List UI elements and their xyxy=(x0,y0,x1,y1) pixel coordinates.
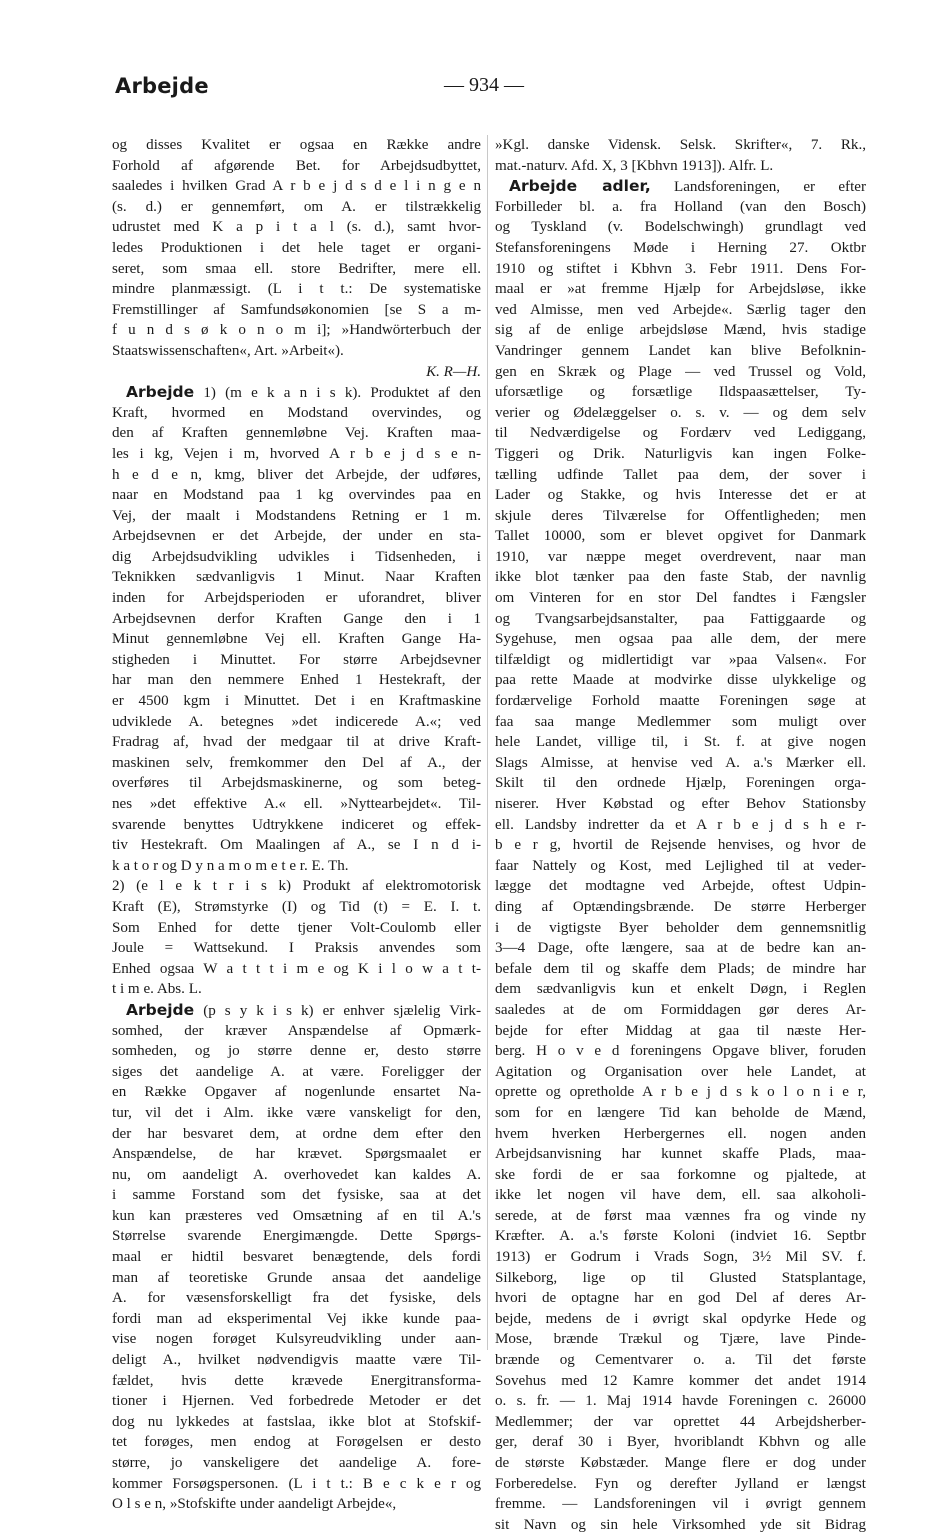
text-line: Slags Almisse, at henvise ved A. a.'s Mærker ell. xyxy=(495,754,866,771)
text-line: har man den nemmere Enhed 1 Hestekraft, der xyxy=(112,672,481,689)
text-line: og disses Kvalitet er ogsaa en Række andre xyxy=(112,137,481,153)
text-line: ikke let nogen vil have dem, ell. saa alkoholi- xyxy=(495,1187,866,1204)
text-line: ikke blot tænker paa den faste Stab, der navnlig xyxy=(495,569,866,586)
text-line: »Kgl. danske Vidensk. Selsk. Skrifter«, 7. Rk., xyxy=(495,137,866,153)
text-line: oprette og opretholde A r b e j d s k o l o n i e r, xyxy=(495,1084,866,1101)
text-line: (s. d.) er gennemført, om A. er tilstrækkelig xyxy=(112,198,481,215)
text-line: Kraft, hvormed en Modstand overvindes, og xyxy=(112,404,481,421)
text-line: Sovehus med 12 Kamre kommer det andet 1914 xyxy=(495,1372,866,1389)
text-line: ding af Optændingsbrænde. De større Herberger xyxy=(495,898,866,915)
text-line: serede, at de først maa vænnes fra og vinde ny xyxy=(495,1207,866,1224)
text-line: Silkeborg, lige op til Glusted Statsplantage, xyxy=(495,1269,866,1286)
text-line: maal er »at fremme Hjælp for Arbejdsløse, ikke xyxy=(495,281,866,298)
text-line: tælling udfinde Tallet paa dem, der sover i xyxy=(495,466,866,483)
text-line: Teknikken sædvanligvis 1 Minut. Naar Kraften xyxy=(112,569,481,586)
text-line: k a t o r og D y n a m o m e t e r. E. Th. xyxy=(112,857,349,874)
entry-headword: Arbejde adler, xyxy=(509,177,651,196)
text-line: bejde for efter Middag at gaa til næste Her- xyxy=(495,1022,866,1039)
running-head: Arbejde xyxy=(115,74,209,98)
text-line: større, jo vanskeligere det aandelige A. fore- xyxy=(112,1455,481,1471)
left-column xyxy=(112,135,481,1515)
text-line: berg. H o v e d foreningens Opgave bliver, foruden xyxy=(495,1043,866,1060)
text-line: paa rette Maade at modvirke disse ulykkelige og xyxy=(495,672,866,689)
text-line: og Tyskland (v. Bodelschwingh) grundlagt ved xyxy=(495,219,866,236)
text-line: Arbejde (p s y k i s k) er enhver sjælelig Virk- xyxy=(126,1000,481,1019)
text-line: en Række Opgaver af nogenlunde ensartet Na- xyxy=(112,1084,481,1101)
text-line: O l s e n, »Stofskifte under aandeligt Arbejde«, xyxy=(112,1496,397,1513)
text-line: dem sædvanligvis kun et enkelt Døgn, i Reglen xyxy=(495,981,866,998)
text-line: Skilt til den ordnede Hjælp, Foreningen orga- xyxy=(495,775,866,792)
text-line: svarende benyttes Udtrykkene indiceret og effek- xyxy=(112,816,481,833)
text-line: tilfældigt og midlertidigt var »paa Valsen«. For xyxy=(495,651,866,668)
text-line: 2) (e l e k t r i s k) Produkt af elektromotorisk xyxy=(112,878,481,895)
text-line: maal er hidtil besvaret benægtende, dels fordi xyxy=(112,1249,481,1266)
text-line: sig af de enlige arbejdsløse Mænd, hvis stadige xyxy=(495,322,866,339)
text-line: Som Enhed for dette tjener Volt-Coulomb eller xyxy=(112,919,481,936)
text-line: niserer. Hver Købstad og efter Behov Stationsby xyxy=(495,796,866,812)
text-line: fældet, hvis dette krævede Energitransforma- xyxy=(112,1372,481,1389)
text-line: siges det aandelige A. at være. Foreligger der xyxy=(112,1063,481,1080)
text-line: ved Almisse, men ved Arbejde«. Særlig tager den xyxy=(495,301,866,318)
text-line: Forhold af afgørende Bet. for Arbejdsudbyttet, xyxy=(112,157,481,174)
text-line: Arbejdsevnen er det Arbejde, der under en sta- xyxy=(112,528,481,545)
text-line: somhed, der kræver Anspændelse af Opmærk- xyxy=(112,1022,481,1039)
text-line: tiv Hestekraft. Om Maalingen af A., se I n d i- xyxy=(112,837,481,854)
entry-headword: Arbejde xyxy=(126,383,195,402)
text-line: der har besvaret dem, at ordne dem efter den xyxy=(112,1125,481,1142)
text-line: stigheden i Minuttet. For større Arbejdsevner xyxy=(112,651,481,668)
text-line: fremme. — Landsforeningen vil i øvrigt gennem xyxy=(495,1496,866,1513)
text-line: hele Landet, villige til, i St. f. at give nogen xyxy=(495,734,866,751)
text-line: bejde, medens de i øvrigt skal opdyrke Hede og xyxy=(495,1310,866,1327)
text-line: Mose, brænde Trækul og Tjære, lave Pinde- xyxy=(495,1331,866,1348)
page-header xyxy=(0,62,928,102)
text-line: udrustet med K a p i t a l (s. d.), samt hvor- xyxy=(112,219,481,236)
text-line: Anspændelse, de har krævet. Spørgsmaalet er xyxy=(112,1146,481,1163)
text-line: i samme Forstand som det fysiske, saa at det xyxy=(112,1187,481,1204)
text-line: Kraft (E), Strømstyrke (I) og Tid (t) = E. I. t. xyxy=(112,898,481,915)
text-line: Tallet 10000, som er blevet opgivet for Danmark xyxy=(495,528,866,545)
text-line: Joule = Wattsekund. I Praksis anvendes som xyxy=(112,940,481,957)
text-line: K. R—H. xyxy=(426,363,481,380)
text-line: faar Nattely og Kost, med Lejlighed til at veder- xyxy=(495,857,866,874)
text-line: 1913) er Godrum i Vrads Sogn, 3½ Mil SV. f. xyxy=(495,1249,866,1266)
text-line: gen en Skræk og Plage — ved Trussel og Vold, xyxy=(495,363,866,380)
text-line: Fradrag af, hvad der medgaar til at drive Kraft- xyxy=(112,734,481,751)
text-line: inden for Arbejdsperioden er uforandret, bliver xyxy=(112,590,481,607)
text-line: Stefansforeningens Møde i Herning 27. Oktbr xyxy=(495,239,866,256)
text-line: Arbejdsanvisning har kunnet skaffe Plads, maa- xyxy=(495,1146,866,1163)
text-line: Arbejde adler, Landsforeningen, er efter xyxy=(509,177,866,196)
text-line: kun kan præsteres ved Omsætning af en til A.'s xyxy=(112,1207,481,1224)
text-line: Tiggeri og Drik. Naturligvis kan ingen Folke- xyxy=(495,445,866,462)
text-line: fordærvelige Forhold maatte Foreningen søge at xyxy=(495,693,866,710)
text-line: nes »det effektive A.« ell. »Nyttearbejdet«. Til- xyxy=(112,796,481,812)
text-line: nu, om aandeligt A. overhovedet kan kaldes A. xyxy=(112,1166,481,1183)
text-line: vise nogen forøget Kulsyreudvikling under aan- xyxy=(112,1331,481,1348)
text-line: f u n d s ø k o n o m i]; »Handwörterbuch der xyxy=(112,322,481,339)
text-line: A. for væsensforskelligt fra det fysiske, dels xyxy=(112,1290,481,1307)
text-line: hvem hverken Herbergernes ell. nogen anden xyxy=(495,1125,866,1142)
text-line: og Tvangsarbejdsanstalter, paa Fattiggaarde og xyxy=(495,610,866,627)
text-line: brænde og Cementvarer o. a. Til det første xyxy=(495,1352,866,1369)
right-column xyxy=(495,135,866,1535)
text-line: dig Arbejdsudvikling udvikles i Tidsenheden, i xyxy=(112,548,481,565)
text-line: Medlemmer; der var oprettet 44 Arbejdsherber- xyxy=(495,1413,866,1430)
text-line: som for en længere Tid kan beholde de Mænd, xyxy=(495,1104,866,1121)
text-line: lægge det modtagne ved Arbejde, oftest Udpin- xyxy=(495,878,866,895)
text-line: mat.-naturv. Afd. X, 3 [Kbhvn 1913]). Alfr. L. xyxy=(495,157,774,174)
text-line: til Nedværdigelse og Fordærv ved Lediggang, xyxy=(495,425,866,442)
text-line: Minut gennemløbne Vej ell. Kraften Gange Ha- xyxy=(112,631,481,648)
text-line: seret, som smaa ell. store Bedrifter, mere ell. xyxy=(112,260,481,277)
text-line: Størrelse svarende Energimængde. Dette Spørgs- xyxy=(112,1228,481,1245)
text-line: de største Købstæder. Mange flere er dog under xyxy=(495,1455,866,1471)
text-line: tioner i Hjernen. Ved forbedrede Metoder er det xyxy=(112,1393,481,1410)
text-line: ger, deraf 30 i Byer, hvoriblandt Kbhvn og alle xyxy=(495,1434,866,1451)
text-line: saaledes i hvilken Grad A r b e j d s d e l i n g e n xyxy=(112,178,481,195)
text-line: uforsætlige og forsætlige Ildspaasættelser, Ty- xyxy=(495,384,866,401)
text-line: mindre planmæssigt. (L i t t.: De systematiske xyxy=(112,281,481,298)
text-line: dog nu lykkedes at fastslaa, ikke blot at Stofskif- xyxy=(112,1413,481,1430)
text-line: tet forøges, men endog at Forøgelsen er desto xyxy=(112,1434,481,1451)
text-line: saaledes at de om Formiddagen gør deres Ar- xyxy=(495,1001,866,1018)
text-line: om Vinteren for en stor Del fandtes i Fængsler xyxy=(495,590,866,607)
text-line: Staatswissenschaften«, Art. »Arbeit«). xyxy=(112,342,344,359)
text-line: Vej, der maalt i Modstandens Retning er 1 m. xyxy=(112,507,481,524)
text-line: maskinen selv, fremkommer den Del af A., der xyxy=(112,754,481,771)
text-line: Arbejdsevnen derfor Kraften Gange den i 1 xyxy=(112,610,481,627)
text-line: i de vigtigste Byer beholder dem gennemsnitlig xyxy=(495,919,866,936)
text-line: man af teoretiske Grunde ansaa det aandelige xyxy=(112,1269,481,1286)
text-line: h e d e n, kmg, bliver det Arbejde, der udføres, xyxy=(112,466,481,483)
text-line: sit Navn og sin hele Virksomhed yde sit Bidrag xyxy=(495,1516,866,1533)
text-line: ell. Landsby indretter da et A r b e j d s h e r- xyxy=(495,816,866,833)
text-line: naar en Modstand paa 1 kg overvindes paa en xyxy=(112,487,481,504)
column-divider xyxy=(487,135,488,1350)
text-line: t i m e. Abs. L. xyxy=(112,981,202,998)
page-number: — 934 — xyxy=(444,74,524,96)
text-line: Agitation og Organisation over hele Landet, at xyxy=(495,1063,866,1080)
text-line: den af Kraften gennemløbne Vej. Kraften maa- xyxy=(112,425,481,442)
text-line: Kræfter. A. a.'s første Koloni (indviet 16. Septbr xyxy=(495,1228,866,1245)
text-line: ledes Produktionen i det hele taget er organi- xyxy=(112,239,481,256)
text-line: Vandringer gennem Landet kan blive Befolknin- xyxy=(495,342,866,359)
text-line: Forbilleder bl. a. fra Holland (van den Bosch) xyxy=(495,198,866,215)
text-line: Fremstillinger af Samfundsøkonomien [se S a m- xyxy=(112,301,481,318)
text-line: befale dem til og skaffe dem Plads; de mindre har xyxy=(495,960,866,977)
text-line: skjule deres Tilværelse for Offentligheden; men xyxy=(495,507,866,524)
text-line: Lader og Stakke, og hvis Interesse det er at xyxy=(495,487,866,504)
text-line: somheden, og jo større denne er, desto større xyxy=(112,1043,481,1060)
entry-headword: Arbejde xyxy=(126,1000,195,1019)
text-line: Sygehuse, men ogsaa paa alle dem, der mere xyxy=(495,631,866,648)
text-line: Enhed ogsaa W a t t t i m e og K i l o w a t t- xyxy=(112,960,481,977)
text-line: udviklede A. betegnes »det indicerede A.«; ved xyxy=(112,713,481,730)
text-line: kommer Forsøgspersonen. (L i t t.: B e c k e r og xyxy=(112,1475,481,1492)
text-line: 3—4 Dage, ofte længere, saa at de bedre kan an- xyxy=(495,940,866,957)
text-line: 1910 og stiftet i Kbhvn 3. Febr 1911. Dens For- xyxy=(495,260,866,277)
text-line: deligt A., hvilket nødvendigvis maatte være Til- xyxy=(112,1352,481,1369)
text-line: tur, vil det i Alm. ikke være vanskeligt for den, xyxy=(112,1104,481,1121)
text-line: les i kg, Vejen i m, hvorved A r b e j d s e n- xyxy=(112,445,481,462)
text-line: b e r g, hvortil de Rejsende henvises, og hvor de xyxy=(495,837,866,854)
text-line: hvori de optagne har en god Del af deres Ar- xyxy=(495,1290,866,1307)
text-line: o. s. fr. — 1. Maj 1914 havde Foreningen c. 26000 xyxy=(495,1393,866,1410)
text-line: fordi man ad eksperimental Vej ikke kunde paa- xyxy=(112,1310,481,1327)
text-line: ske fordi de er saa forkomne og pjaltede, at xyxy=(495,1166,866,1183)
text-line: overføres til Arbejdsmaskinerne, og som beteg- xyxy=(112,775,481,792)
text-line: Arbejde 1) (m e k a n i s k). Produktet af den xyxy=(126,383,481,402)
text-line: verier og Ødelæggelser o. s. v. — og dem selv xyxy=(495,404,866,421)
text-line: faa saa mange Medlemmer som muligt over xyxy=(495,713,866,730)
text-line: Forberedelse. Fyn og derefter Jylland er længst xyxy=(495,1475,866,1492)
text-line: er 4500 kgm i Minuttet. Det i en Kraftmaskine xyxy=(112,693,481,710)
text-line: 1910, var næppe meget overdrevent, naar man xyxy=(495,548,866,565)
